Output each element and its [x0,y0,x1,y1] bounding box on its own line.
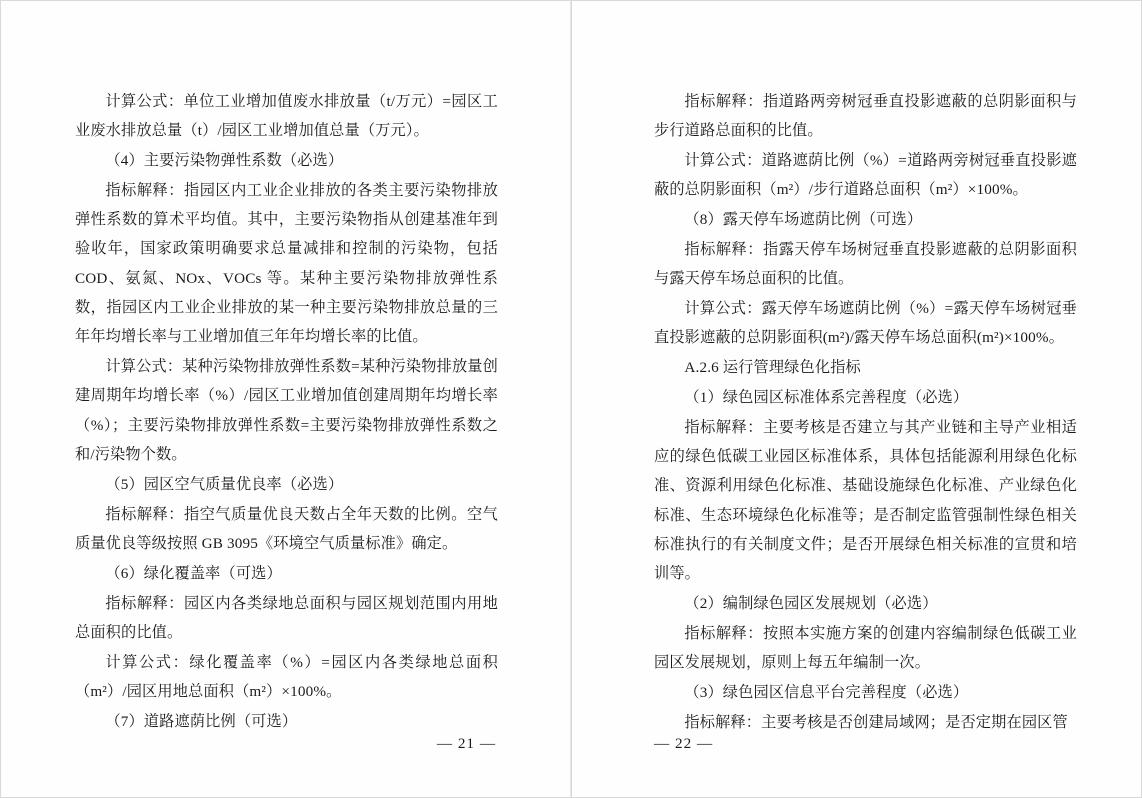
paragraph: （5）园区空气质量优良率（必选） [105,475,344,493]
paragraph: （4）主要污染物弹性系数（必选） [105,152,344,170]
page-number: — 22 — [654,735,714,752]
paragraph: 指标解释：指道路两旁树冠垂直投影遮蔽的总阴影面积与步行道路总面积的比值。 [654,93,1077,140]
paragraph: （6）绿化覆盖率（可选） [105,564,282,582]
paragraph: （1）绿色园区标准体系完善程度（必选） [684,388,969,406]
paragraph: 指标解释：指露天停车场树冠垂直投影遮蔽的总阴影面积与露天停车场总面积的比值。 [654,240,1077,288]
paragraph: 计算公式：单位工业增加值废水排放量（t/万元）=园区工业废水排放总量（t）/园区工业增加值总量（万元）。 [75,93,498,140]
paragraph: 指标解释：主要考核是否建立与其产业链和主导产业相适应的绿色低碳工业园区标准体系，具体包括能源利用绿色化标准、资源利用绿色化标准、基础设施绿色化标准、产业绿色化标准、生态环境绿色化标准等；是否制定监管强制性绿色相关标准执行的有关制度文件；是否开展绿色相关标准的宣贯和培训等。 [654,418,1077,583]
page-right [571,0,1142,798]
paragraph: （2）编制绿色园区发展规划（必选） [684,595,938,613]
paragraph: 计算公式：某种污染物排放弹性系数=某种污染物排放量创建周期年均增长率（%）/园区工业增加值创建周期年均增长率（%）；主要污染物排放弹性系数=主要污染物排放弹性系数之和/污染物个数。 [75,358,498,464]
page-right-body [654,87,1077,738]
paragraph: （8）露天停车场遮荫比例（可选） [684,211,923,229]
paragraph: A.2.6 运行管理绿色化指标 [684,359,861,377]
paragraph: （3）绿色园区信息平台完善程度（必选） [684,683,969,701]
paragraph: 指标解释：主要考核是否创建局域网；是否定期在园区管 [684,713,1068,731]
paragraph: 计算公式：露天停车场遮荫比例（%）=露天停车场树冠垂直投影遮蔽的总阴影面积(m²)/露天停车场总面积(m²)×100%。 [654,300,1077,347]
paragraph: 计算公式：绿化覆盖率（%）=园区内各类绿地总面积（m²）/园区用地总面积（m²）×100%。 [75,653,498,700]
paragraph: 指标解释：指空气质量优良天数占全年天数的比例。空气质量优良等级按照 GB 3095《环境空气质量标准》确定。 [75,505,498,552]
paragraph: 计算公式：道路遮荫比例（%）=道路两旁树冠垂直投影遮蔽的总阴影面积（m²）/步行道路总面积（m²）×100%。 [654,152,1077,199]
paragraph: 指标解释：按照本实施方案的创建内容编制绿色低碳工业园区发展规划，原则上每五年编制一次。 [654,624,1077,672]
page-left-body [75,87,498,737]
page-number: — 21 — [436,735,496,752]
paragraph: 指标解释：园区内各类绿地总面积与园区规划范围内用地总面积的比值。 [75,594,498,641]
paragraph: 指标解释：指园区内工业企业排放的各类主要污染物排放弹性系数的算术平均值。其中，主要污染物指从创建基准年到验收年，国家政策明确要求总量减排和控制的污染物，包括 COD、氨氮、NOx、VOCs 等。某种主要污染物排放弹性系数，指园区内工业企业排放的某一种主要污染物排放总量的三年年均增长率与工业增加值三年年均增长率的比值。 [75,181,498,346]
paragraph: （7）道路遮荫比例（可选） [105,712,298,730]
